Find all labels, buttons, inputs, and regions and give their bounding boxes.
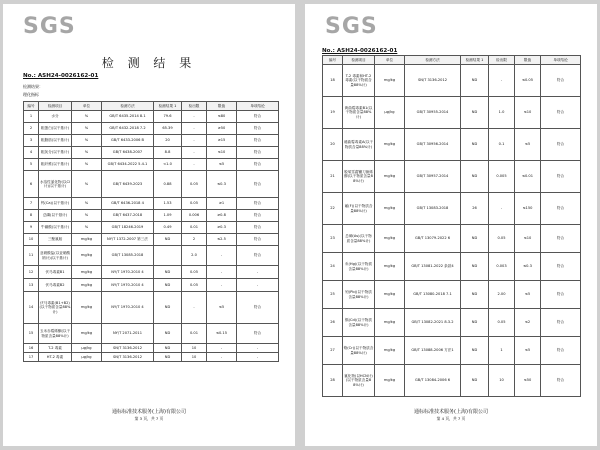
table-cell [154, 246, 182, 266]
table-cell: 2.0 [182, 246, 207, 266]
table-cell: ≤0.05 [515, 65, 541, 97]
table-cell: 22 [323, 193, 343, 225]
table-cell: 0.05 [489, 309, 515, 337]
table-cell: ND [461, 365, 489, 397]
table-cell: ND [461, 281, 489, 309]
table-header-cell: 检测结果 1 [461, 56, 489, 65]
table-header-cell: 检出限 [489, 56, 515, 65]
table-cell: 24 [323, 253, 343, 281]
table-row [323, 225, 581, 253]
table-cell: ND [461, 129, 489, 161]
table-cell: 符合 [541, 281, 581, 309]
table-cell: % [72, 198, 102, 210]
table-cell: 1.0 [489, 97, 515, 129]
table-cell: ≥0.3 [207, 222, 237, 234]
table-cell: 10 [182, 353, 207, 362]
table-cell: ≤2.5 [207, 234, 237, 246]
table-cell: 符合 [237, 292, 279, 324]
table-cell: T-2 毒素和HT-2 毒素(以干物质含量88%计) [343, 65, 375, 97]
table-cell: 伏马毒素(B1+B2)(以干物质含量88%计) [39, 292, 72, 324]
table-cell: - [182, 123, 207, 135]
table-cell: GB/T 6439-2023 [102, 171, 154, 198]
table-cell: 水溶性氯化物(以Cl计)(以干基计) [39, 171, 72, 198]
table-cell: 粗灰分(以干基计) [39, 147, 72, 159]
company-footer: 通标标准技术服务(上海)有限公司 [414, 409, 488, 415]
table-cell: 0.49 [154, 222, 182, 234]
table-cell: GB/T 6434-2022 5.4.1 [102, 159, 154, 171]
table-cell: 符合 [541, 365, 581, 397]
table-cell: ND [461, 225, 489, 253]
table-cell: 符合 [237, 246, 279, 266]
table-cell: GB/T 6438-2007 [102, 147, 154, 159]
table-cell: μg/kg [72, 344, 102, 353]
table-header-cell: 编号 [323, 56, 343, 65]
table-cell: ND [461, 161, 489, 193]
table-cell: ≤0.3 [207, 171, 237, 198]
table-cell: 12 [24, 266, 39, 279]
table-row [24, 198, 279, 210]
table-row [323, 129, 581, 161]
table-cell: % [72, 159, 102, 171]
table-header-cell: 单项结论 [237, 102, 279, 111]
table-row [323, 365, 581, 397]
table-cell: 14 [24, 292, 39, 324]
table-cell: mg/kg [72, 266, 102, 279]
table-cell: mg/kg [375, 129, 405, 161]
table-cell: ≤80 [207, 111, 237, 123]
table-cell: ≥0.8 [207, 210, 237, 222]
section-sublabel: 理化指标 [23, 92, 39, 97]
table-row [24, 292, 279, 324]
table-cell: 粗蛋白(以干基计) [39, 123, 72, 135]
table-cell: % [72, 111, 102, 123]
table-cell: % [72, 210, 102, 222]
table-row [323, 253, 581, 281]
table-row [323, 161, 581, 193]
table-cell: GB/T 6432-2018 7.2 [102, 123, 154, 135]
table-cell: ND [154, 266, 182, 279]
table-cell: 符合 [237, 111, 279, 123]
table-cell: mg/kg [375, 309, 405, 337]
table-cell: GB/T 13085-2018 [102, 246, 154, 266]
table-cell: 符合 [541, 253, 581, 281]
table-row [24, 222, 279, 234]
table-cell: ND [461, 309, 489, 337]
table-cell: mg/kg [72, 324, 102, 344]
table-cell: mg/kg [72, 234, 102, 246]
report-number: No.: ASH24-0026162-01 [23, 73, 99, 79]
table-header-cell: 检出限 [182, 102, 207, 111]
table-row [323, 337, 581, 365]
table-cell: 氰化物(以HCN计)(以干物质含量88%计) [343, 365, 375, 397]
table-cell: 三聚氰胺 [39, 234, 72, 246]
table-cell: mg/kg [72, 279, 102, 292]
table-row [24, 123, 279, 135]
table-row [24, 279, 279, 292]
table-cell: GB/T 13082-2021 8.3.2 [405, 309, 461, 337]
table-cell: 17 [24, 353, 39, 362]
table-cell: 4 [24, 147, 39, 159]
table-cell: - [237, 344, 279, 353]
table-cell: 符合 [237, 234, 279, 246]
sgs-logo: SGS [325, 14, 378, 39]
table-cell: 27 [323, 337, 343, 365]
table-cell: GB/T 6433-2006 B [102, 135, 154, 147]
table-cell: T-2 毒素 [39, 344, 72, 353]
table-cell: 0.005 [489, 161, 515, 193]
table-cell: GB/T 6436-2018 4 [102, 198, 154, 210]
table-cell: 10 [489, 365, 515, 397]
table-row [24, 210, 279, 222]
table-cell: 镉(Cd)(以干物质含量88%计) [343, 309, 375, 337]
table-cell: mg/kg [72, 292, 102, 324]
table-cell: 15 [24, 324, 39, 344]
table-row [24, 344, 279, 353]
table-row [323, 309, 581, 337]
table-cell: 符合 [237, 198, 279, 210]
table-cell: ≤5 [515, 129, 541, 161]
report-page-left [3, 4, 295, 446]
table-cell: ≥50 [207, 123, 237, 135]
table-cell: 氟(F)(以干物质含量88%计) [343, 193, 375, 225]
table-cell: - [182, 159, 207, 171]
table-cell: - [207, 344, 237, 353]
table-cell: 5 [24, 159, 39, 171]
table-cell: 1 [24, 111, 39, 123]
table-cell: NY/T 1970-2010 4 [102, 266, 154, 279]
table-cell: 1.09 [154, 210, 182, 222]
table-header-cell: 单位 [375, 56, 405, 65]
table-cell: 6 [24, 171, 39, 198]
table-cell: 符合 [541, 193, 581, 225]
table-cell: 符合 [237, 210, 279, 222]
table-cell: 0.006 [182, 210, 207, 222]
table-cell: ≤5 [515, 281, 541, 309]
table-row [323, 281, 581, 309]
table-cell: 8 [24, 210, 39, 222]
table-cell: 8.8 [154, 147, 182, 159]
table-row [323, 65, 581, 97]
table-cell: 铬(Cr)(以干物质含量88%计) [343, 337, 375, 365]
table-cell: 26 [323, 309, 343, 337]
table-header-cell: 编号 [24, 102, 39, 111]
table-cell: % [72, 123, 102, 135]
table-cell: ND [461, 253, 489, 281]
report-page-right [305, 4, 597, 446]
table-cell: 总砷(As)(以干物质含量88%计) [343, 225, 375, 253]
table-header-cell: 检测项目 [343, 56, 375, 65]
table-cell: 1 [489, 337, 515, 365]
table-cell: 符合 [541, 97, 581, 129]
table-row [24, 171, 279, 198]
table-cell: 亚硝酸盐(以亚硝酸钠计)(以干基计) [39, 246, 72, 266]
table-cell: 79.6 [154, 111, 182, 123]
table-header-cell: 限值 [207, 102, 237, 111]
table-cell: mg/kg [375, 193, 405, 225]
table-cell: - [182, 135, 207, 147]
table-cell: mg/kg [375, 253, 405, 281]
page-title: 检 测 结 果 [101, 56, 197, 70]
table-cell: ND [461, 65, 489, 97]
table-cell: 玉米赤霉烯酮(以干物质含量88%计) [39, 324, 72, 344]
table-cell: GB/T 13081-2022 条款4 [405, 253, 461, 281]
table-cell: % [72, 135, 102, 147]
table-cell: - [182, 111, 207, 123]
table-cell: mg/kg [375, 337, 405, 365]
table-header-cell: 单项结论 [541, 56, 581, 65]
table-header-cell: 检测项目 [39, 102, 72, 111]
table-cell: 伏马毒素B2 [39, 279, 72, 292]
table-cell: μg/kg [375, 97, 405, 129]
company-footer: 通标标准技术服务(上海)有限公司 [112, 409, 186, 415]
table-row [323, 193, 581, 225]
page-number: 第 4 页，共 7 页 [436, 416, 466, 421]
table-cell: 0.01 [182, 222, 207, 234]
table-cell: ≤50 [515, 365, 541, 397]
table-header-cell: 检测结果 1 [154, 102, 182, 111]
table-cell: 2 [24, 123, 39, 135]
table-cell: 26 [461, 193, 489, 225]
table-cell: 0.05 [182, 279, 207, 292]
table-cell: 脱氧雪腐镰刀菌烯醇(以干物质含量88%计) [343, 161, 375, 193]
table-cell: ND [461, 337, 489, 365]
table-cell: 2.00 [489, 281, 515, 309]
table-cell: HT-2 毒素 [39, 353, 72, 362]
table-cell: 粗脂肪(以干基计) [39, 135, 72, 147]
table-cell: SN/T 3136-2012 [102, 353, 154, 362]
table-cell: 25 [323, 281, 343, 309]
table-cell: GB/T 13079-2022 6 [405, 225, 461, 253]
table-cell: GB/T 30956-2014 [405, 129, 461, 161]
table-cell: mg/kg [375, 161, 405, 193]
table-row [24, 159, 279, 171]
table-cell: - [237, 353, 279, 362]
table-cell: 黄曲霉毒素B1(以干物质含量88%计) [343, 97, 375, 129]
table-cell: ND [154, 234, 182, 246]
section-label: 检测结果： [23, 84, 43, 89]
table-cell: GB/T 30955-2014 [405, 97, 461, 129]
table-cell: - [207, 246, 237, 266]
table-cell: 符合 [541, 65, 581, 97]
table-cell: 符合 [237, 171, 279, 198]
table-cell: 总磷(以干基计) [39, 210, 72, 222]
table-cell: 20 [154, 135, 182, 147]
table-header-cell: 单位 [72, 102, 102, 111]
table-row [24, 135, 279, 147]
table-cell: 11 [24, 246, 39, 266]
table-cell: 粗纤维(以干基计) [39, 159, 72, 171]
table-row [24, 324, 279, 344]
table-cell: 28 [323, 365, 343, 397]
table-cell: ≤10 [515, 97, 541, 129]
table-cell: ≤10 [207, 147, 237, 159]
table-cell: mg/kg [375, 365, 405, 397]
table-cell: 2 [182, 234, 207, 246]
table-cell: mg/kg [375, 281, 405, 309]
table-cell: 符合 [541, 309, 581, 337]
table-cell: NY/T 1970-2010 4 [102, 292, 154, 324]
table-cell: ≤0.3 [515, 253, 541, 281]
table-cell: 0.05 [182, 171, 207, 198]
table-cell: GB/T 18246-2019 [102, 222, 154, 234]
table-cell: - [207, 279, 237, 292]
table-cell: - [207, 266, 237, 279]
table-cell: 13 [24, 279, 39, 292]
table-cell: 0.05 [182, 266, 207, 279]
table-cell: 0.003 [489, 253, 515, 281]
table-cell: 10 [182, 344, 207, 353]
table-cell: ND [154, 344, 182, 353]
table-cell: ≤10 [515, 225, 541, 253]
table-cell: - [182, 147, 207, 159]
table-cell: - [237, 266, 279, 279]
table-cell: 符合 [541, 225, 581, 253]
table-cell: ND [154, 279, 182, 292]
table-cell: ≤2 [515, 309, 541, 337]
table-cell: - [489, 65, 515, 97]
table-cell: - [182, 292, 207, 324]
table-cell: NY/T 1970-2010 4 [102, 279, 154, 292]
table-cell: - [207, 353, 237, 362]
table-header-cell: 限值 [515, 56, 541, 65]
table-cell: 符合 [237, 222, 279, 234]
table-cell: GB/T 6435-2014 8.1 [102, 111, 154, 123]
table-cell: 符合 [541, 161, 581, 193]
table-cell: 符合 [237, 324, 279, 344]
table-cell: - [237, 279, 279, 292]
table-cell: 符合 [541, 129, 581, 161]
table-row [24, 353, 279, 362]
page-number: 第 3 页，共 7 页 [134, 416, 164, 421]
table-cell: μg/kg [72, 353, 102, 362]
results-table-left [23, 101, 279, 362]
table-cell: % [72, 147, 102, 159]
table-row [24, 234, 279, 246]
table-cell: SN/T 3136-2012 [405, 65, 461, 97]
table-cell: ≤5 [207, 292, 237, 324]
table-cell: ND [154, 292, 182, 324]
table-cell: ND [154, 353, 182, 362]
table-cell: ≤0.15 [207, 324, 237, 344]
report-number: No.: ASH24-0026162-01 [322, 48, 398, 54]
table-cell: NY/T 1372-2007 第三法 [102, 234, 154, 246]
table-cell: 16 [24, 344, 39, 353]
table-cell: <1.0 [154, 159, 182, 171]
table-cell: 21 [323, 161, 343, 193]
table-cell: 65.39 [154, 123, 182, 135]
results-table-right [322, 55, 581, 397]
table-cell: 铅(Pb)(以干物质含量88%计) [343, 281, 375, 309]
table-cell: ND [461, 97, 489, 129]
table-cell: 符合 [237, 159, 279, 171]
table-cell: 19 [323, 97, 343, 129]
table-cell: GB/T 6437-2018 [102, 210, 154, 222]
table-cell: 符合 [237, 135, 279, 147]
table-cell: 符合 [237, 123, 279, 135]
table-cell: 23 [323, 225, 343, 253]
table-cell: - [489, 193, 515, 225]
table-cell: 水分 [39, 111, 72, 123]
table-cell: 9 [24, 222, 39, 234]
table-cell: 0.88 [154, 171, 182, 198]
table-cell: 赭曲霉毒素A(以干物质含量88%计) [343, 129, 375, 161]
table-cell: 汞(Hg)(以干物质含量88%计) [343, 253, 375, 281]
table-cell: 钙(Ca)(以干基计) [39, 198, 72, 210]
table-cell: 符合 [541, 337, 581, 365]
table-cell: 20 [323, 129, 343, 161]
table-cell: ≥1 [207, 198, 237, 210]
table-cell: 牛磺酸(以干基计) [39, 222, 72, 234]
table-cell: 伏马毒素B1 [39, 266, 72, 279]
table-cell: ND [154, 324, 182, 344]
table-cell: mg/kg [375, 65, 405, 97]
table-cell: GB/T 13084-2006 6 [405, 365, 461, 397]
table-cell: SN/T 3136-2012 [102, 344, 154, 353]
table-cell: GB/T 13080-2018 7.1 [405, 281, 461, 309]
table-cell: 1.53 [154, 198, 182, 210]
table-cell: % [72, 171, 102, 198]
sgs-logo: SGS [23, 14, 76, 39]
table-cell: 10 [24, 234, 39, 246]
table-cell: 7 [24, 198, 39, 210]
table-cell: 3 [24, 135, 39, 147]
table-cell: GB/T 13088-2006 方法1 [405, 337, 461, 365]
table-cell: GB/T 13083-2018 [405, 193, 461, 225]
table-cell: NY/T 2071-2011 [102, 324, 154, 344]
table-row [24, 246, 279, 266]
table-cell: ≤5 [207, 159, 237, 171]
table-cell: ≤0.01 [515, 161, 541, 193]
table-cell: mg/kg [72, 246, 102, 266]
table-cell: 0.01 [182, 324, 207, 344]
table-row [24, 111, 279, 123]
table-cell: GB/T 30957-2014 [405, 161, 461, 193]
table-cell: ≥15 [207, 135, 237, 147]
table-row [24, 147, 279, 159]
table-cell: 符合 [237, 147, 279, 159]
table-cell: ≤5 [515, 337, 541, 365]
table-cell: 0.05 [182, 198, 207, 210]
table-cell: 18 [323, 65, 343, 97]
table-cell: 0.1 [489, 129, 515, 161]
table-cell: % [72, 222, 102, 234]
table-header-cell: 检测方法 [405, 56, 461, 65]
table-header-cell: 检测方法 [102, 102, 154, 111]
table-cell: mg/kg [375, 225, 405, 253]
table-row [323, 97, 581, 129]
table-cell: ≤150 [515, 193, 541, 225]
table-row [24, 266, 279, 279]
table-cell: 0.05 [489, 225, 515, 253]
